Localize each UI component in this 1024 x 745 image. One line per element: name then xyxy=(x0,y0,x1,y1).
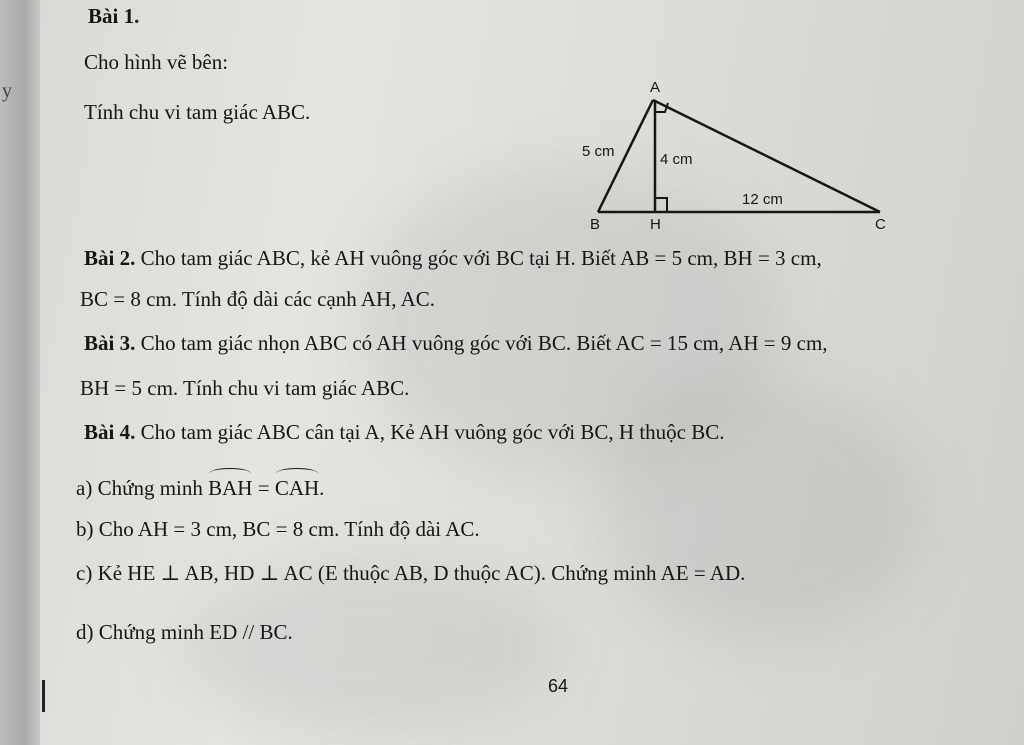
bai4-part-a xyxy=(76,472,324,501)
part-a-prefix: a) Chứng minh xyxy=(76,476,209,500)
segment-hc-label: 12 cm xyxy=(742,191,783,208)
bai4-heading: Bài 4. xyxy=(84,420,136,444)
edge-letter: y xyxy=(2,80,12,102)
side-ab-label: 5 cm xyxy=(582,143,615,160)
bai1-task: Tính chu vi tam giác ABC. xyxy=(84,100,311,124)
bai2-line2: BC = 8 cm. Tính độ dài các cạnh AH, AC. xyxy=(80,287,435,311)
vertex-h-label: H xyxy=(650,216,661,233)
angle-cah: CAH xyxy=(275,472,319,501)
vertex-a-label: A xyxy=(650,79,661,96)
bai2-heading: Bài 2. xyxy=(84,246,136,270)
vertex-c-label: C xyxy=(875,216,886,233)
bai3-line1 xyxy=(84,331,828,356)
book-spine-edge xyxy=(0,0,40,745)
bai2-text1: Cho tam giác ABC, kẻ AH vuông góc với BC tại H. Biết AB = 5 cm, BH = 3 cm, xyxy=(135,246,822,270)
bai1-title: Bài 1. xyxy=(88,4,140,28)
bai1-intro: Cho hình vẽ bên: xyxy=(84,50,229,74)
triangle-figure xyxy=(570,72,900,237)
part-a-eq: = xyxy=(252,476,275,500)
bai4-part-b: b) Cho AH = 3 cm, BC = 8 cm. Tính độ dài AC. xyxy=(76,517,480,541)
bai2-line1 xyxy=(84,246,822,271)
angle-bah: BAH xyxy=(208,472,252,501)
bai4-part-d: d) Chứng minh ED // BC. xyxy=(76,620,293,644)
bai4-line1 xyxy=(84,420,725,445)
part-a-end: . xyxy=(319,476,325,500)
bai4-part-c: c) Kẻ HE ⊥ AB, HD ⊥ AC (E thuộc AB, D thuộc AC). Chứng minh AE = AD. xyxy=(76,561,746,585)
bai3-heading: Bài 3. xyxy=(84,331,136,355)
page-number: 64 xyxy=(548,676,569,696)
margin-mark xyxy=(42,680,45,712)
hand-shadow-2 xyxy=(600,380,920,640)
bai3-text1: Cho tam giác nhọn ABC có AH vuông góc với BC. Biết AC = 15 cm, AH = 9 cm, xyxy=(135,331,828,355)
bai4-text1: Cho tam giác ABC cân tại A, Kẻ AH vuông góc với BC, H thuộc BC. xyxy=(135,420,725,444)
altitude-ah-label: 4 cm xyxy=(660,151,693,168)
vertex-b-label: B xyxy=(590,216,601,233)
bai3-line2: BH = 5 cm. Tính chu vi tam giác ABC. xyxy=(80,376,410,400)
right-angle-mark-h xyxy=(655,198,667,212)
